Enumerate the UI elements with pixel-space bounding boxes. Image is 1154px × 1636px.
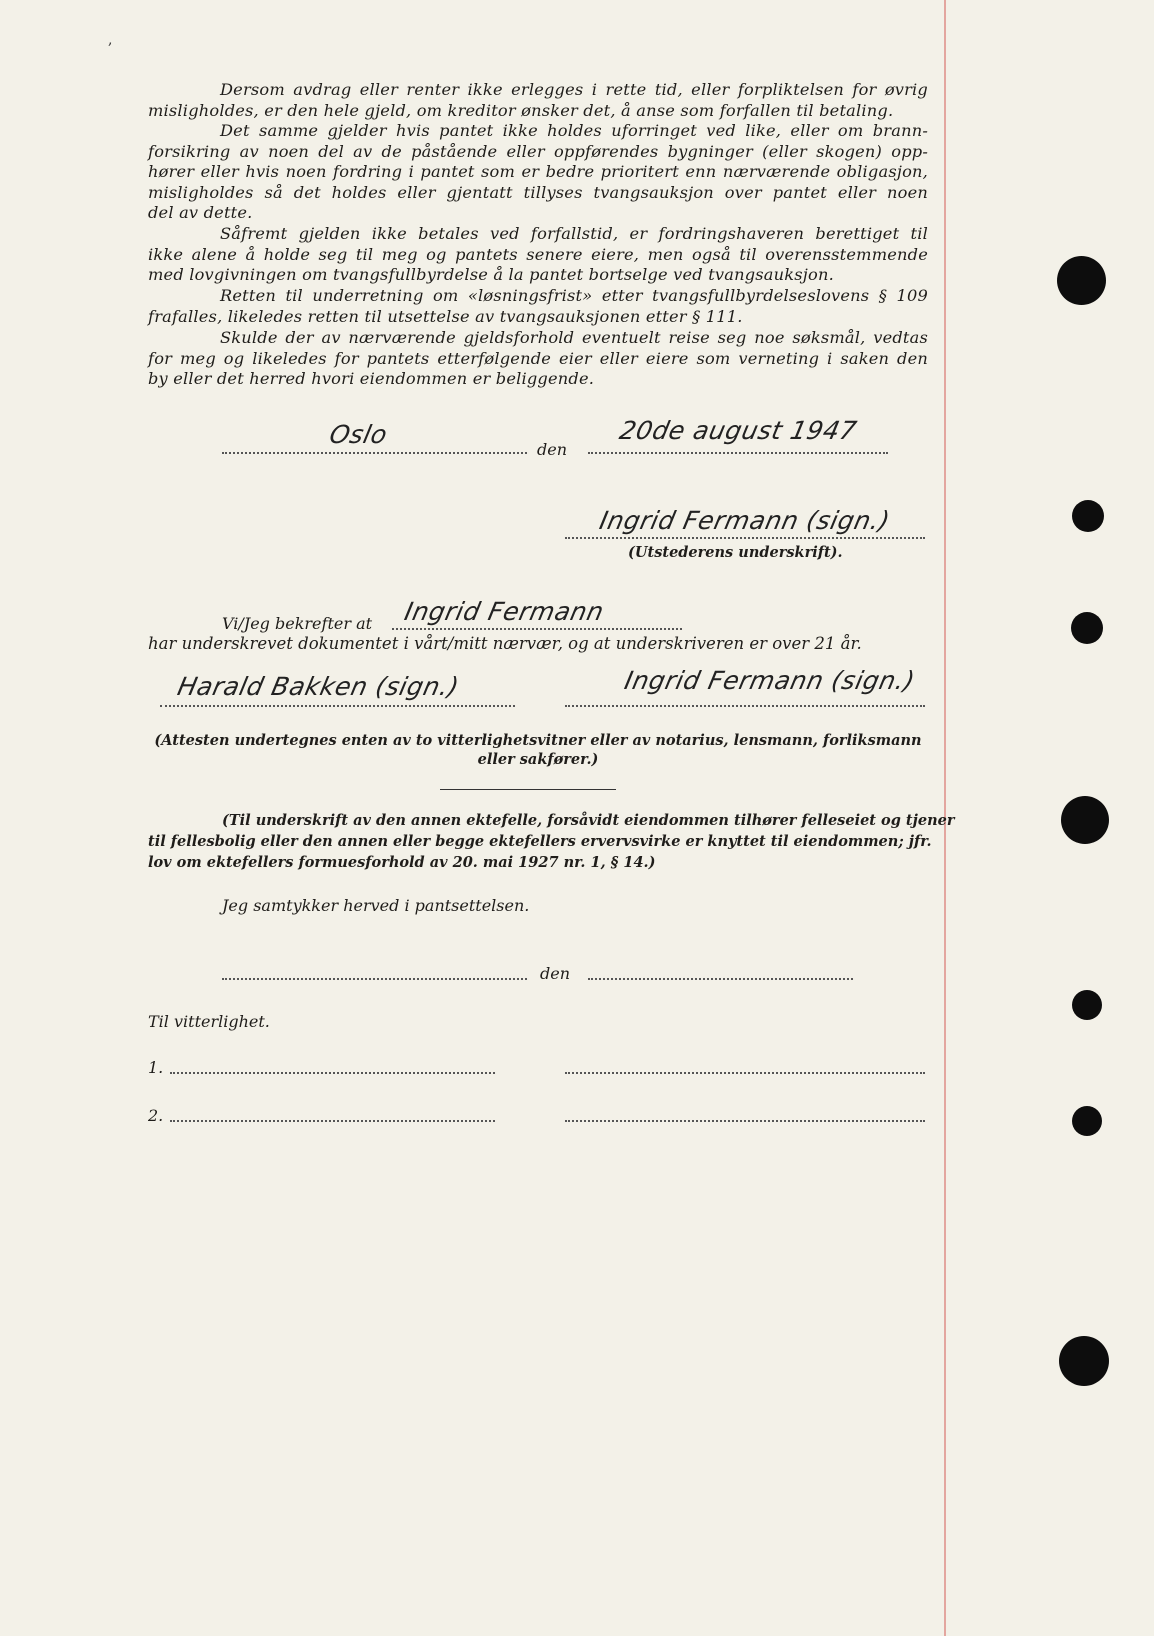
text-line: med lovgivningen om tvangsfullbyrdelse å la pantet bortselge ved tvangsauksjon. (148, 265, 834, 285)
punch-hole (1072, 990, 1102, 1020)
text-line: frafalles, likeledes retten til utsettelse av tvangsauksjonen etter § 111. (148, 306, 743, 326)
punch-hole (1071, 612, 1103, 644)
section-divider (440, 789, 616, 790)
text-line: for meg og likeledes for pantets etterfølgende eier eller eiere som verneting i saken den (148, 348, 928, 368)
issuer-signature-label: (Utstederens underskrift). (628, 544, 843, 561)
corner-mark: , (108, 32, 113, 48)
spouse-note-line-3: lov om ektefellers formuesforhold av 20. mai 1927 nr. 1, § 14.) (148, 854, 656, 871)
spouse-den-label: den (540, 964, 571, 983)
paragraph-notice-clause (148, 286, 928, 327)
attestation-note: (Attesten undertegnes enten av to vitterlighetsvitner eller av notarius, lensmann, forliksmann (154, 732, 922, 749)
punch-hole (1057, 256, 1106, 305)
attestation-note-cont: eller sakfører.) (477, 751, 599, 768)
witness-line-1b (565, 1072, 925, 1074)
paragraph-venue-clause (148, 328, 928, 390)
spouse-note-line-2: til fellesbolig eller den annen eller begge ektefellers ervervsvirke er knyttet til eiendommen; jfr. (148, 833, 932, 850)
witness-number-2: 2. (148, 1106, 164, 1125)
issuer-signature: Ingrid Fermann (sign.) (596, 506, 893, 535)
place-handwritten: Oslo (326, 420, 391, 449)
confirmation-name-line (392, 628, 682, 630)
witness-signature-line-2 (565, 705, 925, 707)
text-line: del av dette. (148, 203, 253, 223)
spouse-note-line-1: (Til underskrift av den annen ektefelle, forsåvidt eiendommen tilhører felleseiet og tjener (222, 812, 955, 829)
punch-hole (1061, 796, 1109, 844)
witness-signature-1: Harald Bakken (sign.) (174, 672, 462, 701)
witness-line-2b (565, 1120, 925, 1122)
text-line: Det samme gjelder hvis pantet ikke holdes uforringet ved like, eller om brann- (220, 121, 928, 140)
text-line: hører eller hvis noen fordring i pantet som er bedre prioritert enn nærværende obligasjon, (148, 162, 928, 182)
text-line: Retten til underretning om «løsningsfrist» etter tvangsfullbyrdelseslovens § 109 (220, 286, 928, 305)
text-line: forsikring av noen del av de påstående eller oppførendes bygninger (eller skogen) opp- (148, 141, 928, 161)
witnesses-title: Til vitterlighet. (148, 1012, 270, 1031)
text-line: misligholdes, er den hele gjeld, om kreditor ønsker det, å anse som forfallen til betaling. (148, 100, 894, 120)
confirmation-name-handwritten: Ingrid Fermann (401, 597, 607, 626)
witness-signature-2: Ingrid Fermann (sign.) (621, 666, 918, 695)
punch-hole (1072, 1106, 1102, 1136)
text-line: Dersom avdrag eller renter ikke erlegges i rette tid, eller forpliktelsen for øvrig (220, 80, 928, 99)
witness-line-1a (170, 1072, 495, 1074)
paragraph-maintenance-clause (148, 121, 928, 224)
text-line: ikke alene å holde seg til meg og pantets senere eiere, men også til overensstemmende (148, 244, 928, 264)
text-line: Såfremt gjelden ikke betales ved forfallstid, er fordringshaveren berettiget til (220, 224, 928, 243)
paragraph-default-clause (148, 80, 928, 121)
text-line: Skulde der av nærværende gjeldsforhold eventuelt reise seg noe søksmål, vedtas (220, 328, 928, 347)
date-line (588, 452, 888, 454)
witness-number-1: 1. (148, 1058, 164, 1077)
witness-line-2a (170, 1120, 495, 1122)
paragraph-forced-sale-clause (148, 224, 928, 286)
spouse-date-line (588, 978, 853, 980)
spouse-place-line (222, 978, 527, 980)
confirmation-prefix: Vi/Jeg bekrefter at (222, 614, 373, 633)
punch-hole (1059, 1336, 1109, 1386)
text-line: by eller det herred hvori eiendommen er beliggende. (148, 369, 595, 389)
witness-signature-line-1 (160, 705, 515, 707)
date-handwritten: 20de august 1947 (616, 416, 860, 445)
issuer-signature-line (565, 537, 925, 539)
den-label: den (537, 440, 568, 459)
place-line (222, 452, 527, 454)
text-line: misligholdes så det holdes eller gjentatt tillyses tvangsauksjon over pantet eller noen (148, 182, 928, 202)
confirmation-text: har underskrevet dokumentet i vårt/mitt nærvær, og at underskriveren er over 21 år. (148, 634, 862, 653)
punch-hole (1072, 500, 1104, 532)
spouse-consent: Jeg samtykker herved i pantsettelsen. (222, 896, 530, 915)
